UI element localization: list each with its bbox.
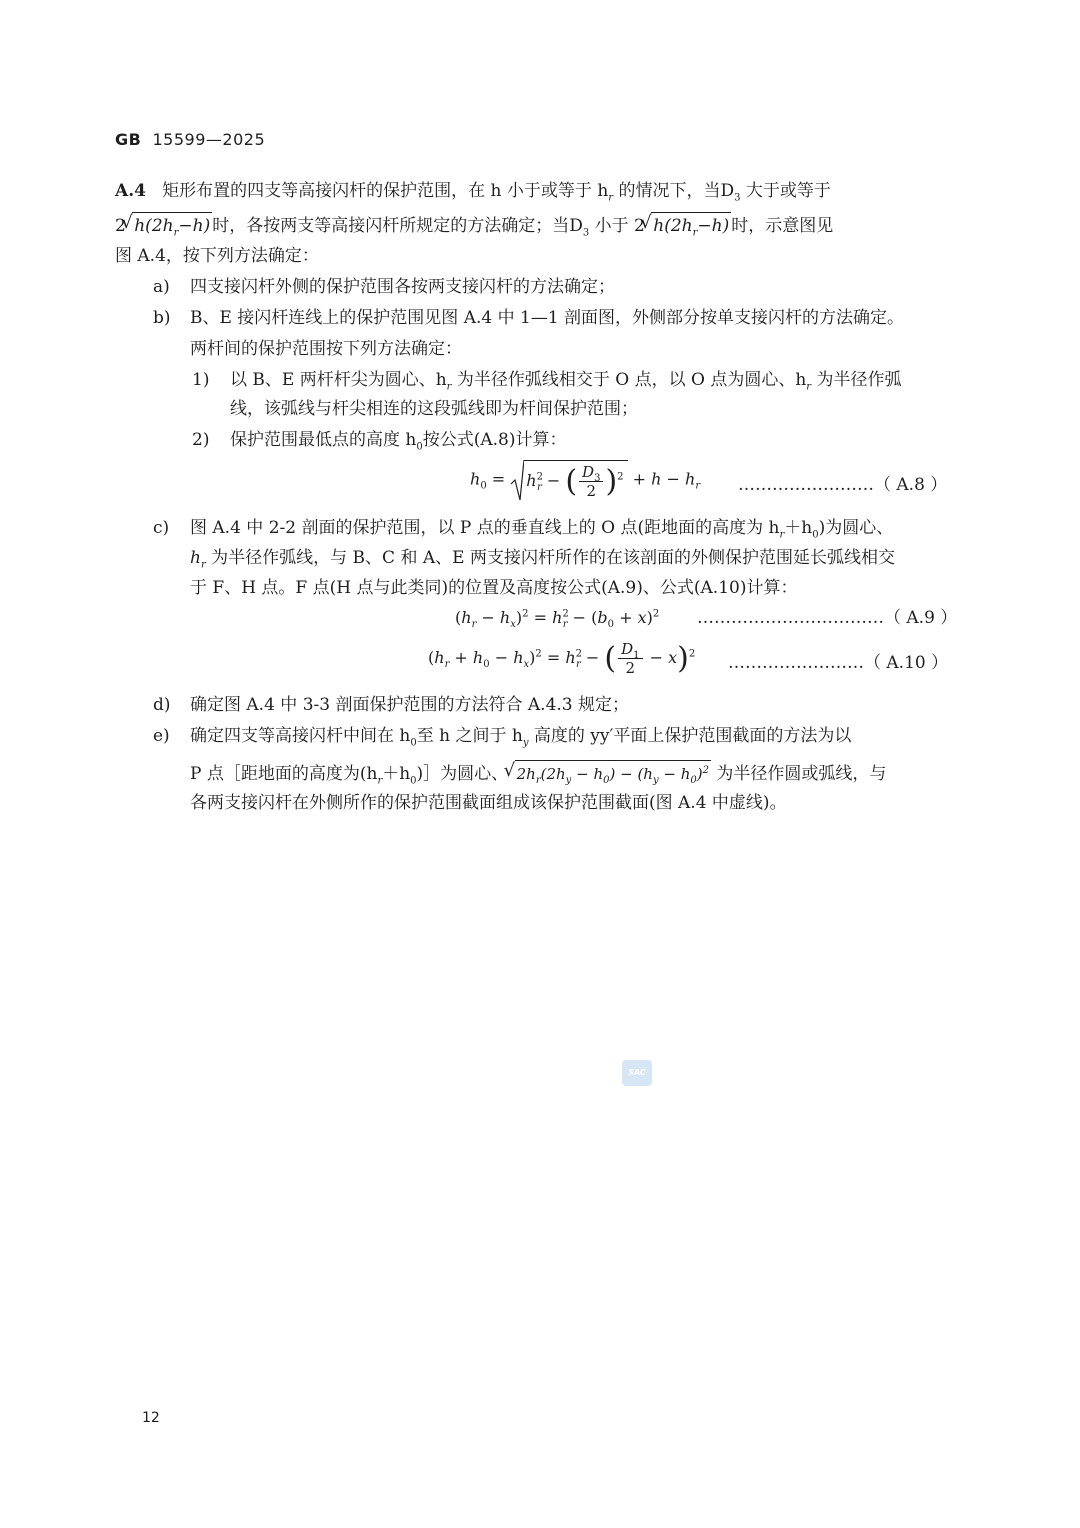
item-d-label: d) bbox=[153, 695, 171, 715]
item-e-label: e) bbox=[153, 726, 170, 746]
item-e-text-3: 各两支接闪杆在外侧所作的保护范围截面组成该保护范围截面(图 A.4 中虚线)。 bbox=[190, 793, 787, 813]
equation-a10-tag: ……………………（ A.10 ） bbox=[728, 653, 949, 673]
section-a4-line-1: A.4 矩形布置的四支等高接闪杆的保护范围，在 h 小于或等于 $h_r$ 的情况下，当$D_3$ 大于或等于 bbox=[115, 181, 831, 204]
item-a-text: 四支接闪杆外侧的保护范围各按两支接闪杆的方法确定； bbox=[190, 277, 615, 297]
item-c-label: c) bbox=[153, 518, 170, 538]
section-label: A.4 bbox=[115, 181, 146, 201]
document-header bbox=[115, 130, 265, 149]
standard-number: 15599—2025 bbox=[152, 130, 266, 149]
item-b-text-2: 两杆间的保护范围按下列方法确定： bbox=[190, 339, 462, 359]
section-a4-line-3: 图 A.4，按下列方法确定： bbox=[115, 246, 319, 266]
equation-a9-tag: ……………………………（ A.9 ） bbox=[697, 608, 958, 628]
equation-a8: $h_0 = h^2_r$ − ( $\frac{D_3}{2}$ )$^2 + h - h_r$ bbox=[470, 458, 700, 502]
equation-a10: $(h_r + h_0 - h_x)^2 = h^2_r$ − ( $\frac{D_1}{2}$ − x)$^2$ bbox=[428, 640, 696, 677]
equation-a9: $(h_r - h_x)^2 = h^2_r - (b_0 + x)^2$ bbox=[455, 608, 660, 631]
standard-prefix: GB bbox=[115, 130, 142, 149]
sqrt-expression: √ $h(2h_r-h)$ bbox=[651, 212, 731, 239]
page-number: 12 bbox=[142, 1410, 160, 1426]
item-c-text-3: 于 F、H 点。F 点(H 点与此类同)的位置及高度按公式(A.9)、公式(A.10)计算： bbox=[190, 578, 798, 598]
sac-watermark-logo: SAC bbox=[622, 1060, 652, 1086]
item-b1-text-2: 线，该弧线与杆尖相连的这段弧线即为杆间保护范围； bbox=[230, 399, 638, 419]
item-b-label: b) bbox=[153, 308, 171, 328]
item-d-text: 确定图 A.4 中 3-3 剖面保护范围的方法符合 A.4.3 规定； bbox=[190, 695, 630, 715]
item-a-label: a) bbox=[153, 277, 170, 297]
item-e-text-2: P 点［距地面的高度为$(h_r+h_0)]$为圆心、 √ $2h_r(2h_y - h_0) - (h_y - h_0)^2$ 为半径作圆或弧线，与 bbox=[190, 760, 886, 787]
item-b-text-1: B、E 接闪杆连线上的保护范围见图 A.4 中 1—1 剖面图，外侧部分按单支接闪杆的方法确定。 bbox=[190, 308, 905, 328]
item-c-text-2: $h_r$ 为半径作弧线，与 B、C 和 A、E 两支接闪杆所作的在该剖面的外侧保护范围延长弧线相交 bbox=[190, 548, 895, 571]
item-b2-text: 保护范围最低点的高度 $h_0$按公式(A.8)计算： bbox=[230, 430, 567, 453]
item-c-text-1: 图 A.4 中 2-2 剖面的保护范围，以 P 点的垂直线上的 O 点(距地面的高度为 $h_r+h_0$)为圆心、 bbox=[190, 518, 894, 541]
section-a4-line-2: 2 √ $h(2h_r-h)$ 时，各按两支等高接闪杆所规定的方法确定；当$D_3$ 小于 2 √ $h(2h_r-h)$ 时，示意图见 bbox=[115, 212, 833, 239]
equation-a8-tag: ……………………（ A.8 ） bbox=[738, 475, 948, 495]
item-e-text-1: 确定四支等高接闪杆中间在 $h_0$至 h 之间于 $h_y$ 高度的 yy′平面上保护范围截面的方法为以 bbox=[190, 726, 852, 749]
sqrt-expression: √ $2h_r(2h_y - h_0) - (h_y - h_0)^2$ bbox=[515, 760, 711, 787]
sqrt-expression: √ $h(2h_r-h)$ bbox=[132, 212, 212, 239]
item-b1-label: 1) bbox=[192, 370, 210, 390]
radical-sign bbox=[510, 458, 524, 502]
item-b2-label: 2) bbox=[192, 430, 210, 450]
item-b1-text-1: 以 B、E 两杆杆尖为圆心、$h_r$ 为半径作弧线相交于 O 点，以 O 点为圆心、$h_r$ 为半径作弧 bbox=[230, 370, 902, 393]
